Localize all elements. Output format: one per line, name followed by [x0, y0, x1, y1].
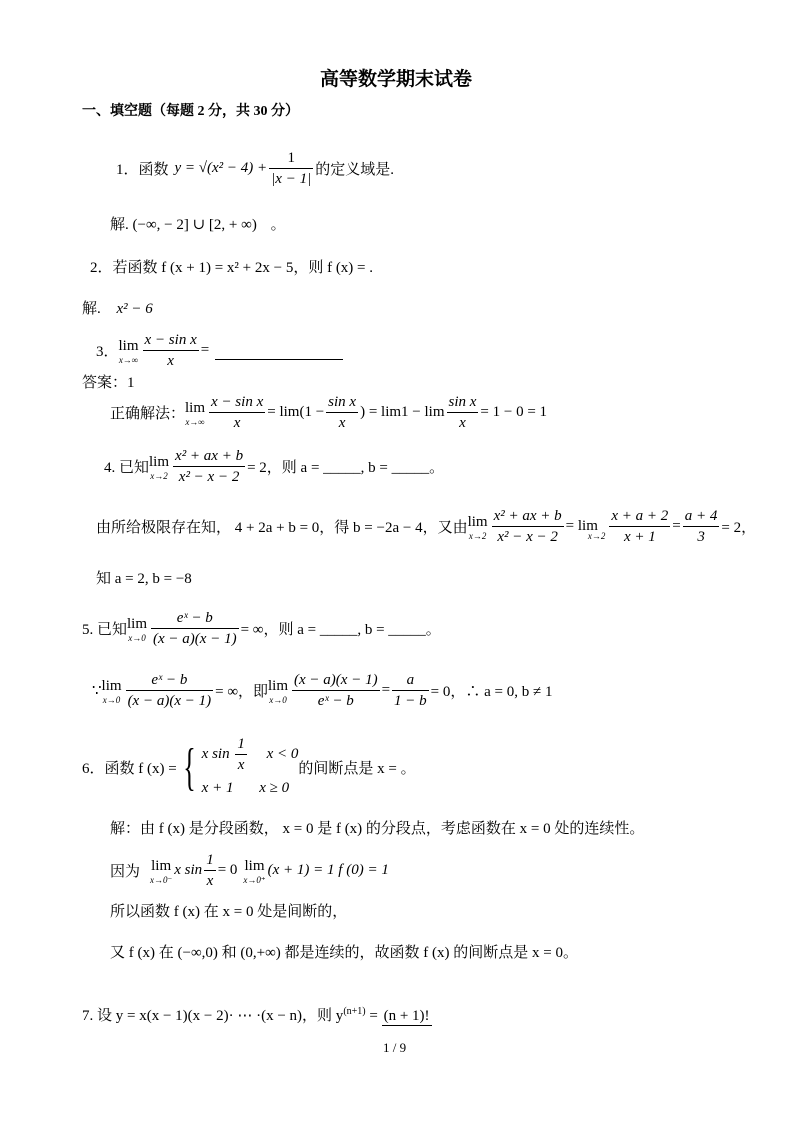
- solution-6b: [110, 850, 389, 891]
- q5-lim-sub: x→0: [128, 632, 146, 643]
- q6-brace: {: [182, 738, 196, 796]
- solution-6a: 解：由 f (x) 是分段函数， x = 0 是 f (x) 的分段点，考虑函数在 x = 0 处的连续性。: [110, 821, 645, 837]
- s4a-frac2-den: x + 1: [623, 529, 656, 545]
- a1-text: (−∞, − 2] ∪ [2, + ∞): [132, 217, 257, 233]
- s3-lim-sub: x→∞: [185, 416, 205, 427]
- section-heading: 一、填空题（每题 2 分，共 30 分）: [82, 104, 299, 119]
- q6-case1-frac-num: 1: [235, 734, 247, 755]
- q5-lead: 5. 已知: [82, 622, 128, 638]
- s5-frac3-den: 1 − b: [394, 693, 427, 709]
- q4-lead: 4. 已知: [104, 460, 150, 476]
- s4a-lim-sub: x→2: [468, 530, 487, 541]
- solution-6d: 又 f (x) 在 (−∞,0) 和 (0,+∞) 都是连续的，故函数 f (x) 的间断点是 x = 0。: [110, 945, 578, 961]
- s5-lim2-sub: x→0: [269, 694, 287, 705]
- q3-fraction: [143, 330, 199, 371]
- q3-frac-den: x: [167, 353, 174, 369]
- q4-fraction: [173, 446, 245, 487]
- q6-case1-fraction: [235, 734, 247, 775]
- a2-label: 解.: [82, 301, 101, 317]
- s6b-expr-3: (x + 1) = 1 f (0) = 1: [267, 862, 389, 878]
- s5-frac1-num: eˣ − b: [126, 670, 214, 691]
- s4a-frac3-num: a + 4: [683, 506, 720, 527]
- q3-lim-text: lim: [118, 337, 139, 354]
- answer-1: [110, 213, 286, 234]
- s5-frac2-den: eˣ − b: [317, 693, 354, 709]
- a1-end: 。: [270, 217, 286, 233]
- s5-limit-1: [102, 677, 122, 705]
- q6-case1-expr: x sin: [201, 745, 230, 762]
- q1-expression: y = √(x² − 4) +: [174, 160, 268, 176]
- s5-lim1-text: lim: [101, 677, 122, 694]
- s5-fraction-1: [126, 670, 214, 711]
- question-3: [96, 330, 343, 371]
- solution-3: [110, 392, 547, 433]
- s3-frac3-num: sin x: [447, 392, 479, 413]
- q7-answer: (n + 1)!: [383, 1008, 430, 1024]
- s3-frac1-den: x: [233, 415, 241, 431]
- q5-lim-text: lim: [127, 615, 148, 632]
- q7-superscript: (n+1): [343, 1006, 366, 1017]
- question-5: [82, 608, 441, 649]
- s4a-frac1-den: x² − x − 2: [497, 529, 558, 545]
- q4-limit: [149, 453, 169, 481]
- s6b-lim1-sub: x→0⁻: [150, 874, 173, 885]
- q6-case-2: [202, 775, 299, 801]
- s6b-expr-1: x sin: [174, 862, 203, 878]
- page-title: 高等数学期末试卷: [320, 68, 473, 90]
- s4a-frac3-den: 3: [697, 529, 705, 545]
- s4a-frac1-num: x² + ax + b: [492, 506, 564, 527]
- q6-case2-cond: x ≥ 0: [259, 780, 290, 796]
- s3-fraction-3: [447, 392, 479, 433]
- q3-frac-num: x − sin x: [143, 330, 199, 351]
- q3-number: 3．: [96, 344, 119, 360]
- q5-tail: = ∞，则 a = _____, b = _____。: [240, 622, 441, 638]
- s4a-fraction-3: [683, 506, 720, 547]
- q3-answer-blank: [215, 341, 343, 360]
- s6b-limit-2: lim x→0⁺: [243, 857, 266, 885]
- q1-number: 1．函数: [116, 162, 169, 178]
- s5-frac3-num: a: [392, 670, 429, 691]
- s3-part-4: = 1 − 0 = 1: [480, 404, 548, 420]
- q1-frac-num: 1: [269, 148, 313, 169]
- s3-frac3-den: x: [459, 415, 466, 431]
- s6b-frac-den: x: [206, 873, 214, 889]
- s3-frac1-num: x − sin x: [209, 392, 265, 413]
- s5-lead: ∵: [92, 683, 102, 699]
- s6b-lead: 因为: [110, 864, 141, 880]
- s4a-fraction-2: [609, 506, 670, 547]
- s5-limit-2: [268, 677, 288, 705]
- answer-2: [82, 297, 153, 318]
- solution-4b: 知 a = 2, b = −8: [96, 571, 192, 587]
- s4a-fraction-1: [492, 506, 564, 547]
- q6-tail: 的间断点是 x = 。: [298, 761, 416, 777]
- a1-label: 解.: [110, 217, 129, 233]
- s6b-frac-num: 1: [204, 850, 216, 871]
- q4-lim-text: lim: [149, 453, 170, 470]
- s4a-frac2-num: x + a + 2: [609, 506, 670, 527]
- s3-part-3: ) = lim1 − lim: [360, 404, 445, 420]
- answer-3: 答案：1: [82, 375, 135, 391]
- s4a-lim-text: lim: [467, 513, 488, 530]
- question-7: [82, 1004, 432, 1026]
- s5-lim1-sub: x→0: [102, 694, 121, 705]
- q6-cases: [202, 734, 299, 801]
- q4-frac-den: x² − x − 2: [178, 469, 240, 485]
- s3-label: 正确解法：: [110, 406, 186, 422]
- q4-lim-sub: x→2: [150, 470, 168, 481]
- s4a-lim2-sub: x→2: [587, 530, 606, 541]
- s3-limit: [185, 399, 205, 427]
- s3-frac2-num: sin x: [326, 392, 358, 413]
- q4-tail: = 2，则 a = _____, b = _____。: [247, 460, 445, 476]
- q5-fraction: [151, 608, 239, 649]
- s3-fraction-1: [209, 392, 265, 433]
- q6-case1-cond: x < 0: [266, 745, 299, 762]
- s5-tail: = 0，∴ a = 0, b ≠ 1: [430, 684, 553, 700]
- q1-fraction: [269, 148, 313, 189]
- question-1: [116, 148, 394, 189]
- s3-frac2-den: x: [338, 415, 346, 431]
- s3-fraction-2: [326, 392, 358, 433]
- q3-limit: [119, 337, 139, 365]
- s5-mid: = ∞，即: [215, 684, 269, 700]
- q4-frac-num: x² + ax + b: [173, 446, 245, 467]
- q1-tail: 的定义域是.: [315, 162, 394, 178]
- s5-fraction-3: [392, 670, 429, 711]
- q6-case1-frac-den: x: [237, 757, 245, 773]
- s3-part-2: = lim(1 −: [267, 404, 325, 420]
- q6-lead: 6．函数 f (x) =: [82, 761, 177, 777]
- s4a-tail: = 2，: [721, 520, 757, 536]
- s4a-limit-2: [588, 513, 606, 541]
- q6-case-1: [202, 734, 299, 775]
- s6b-limit-1: lim x→0⁻: [150, 857, 173, 885]
- q6-case2-expr: x + 1: [201, 780, 234, 796]
- s5-frac2-num: (x − a)(x − 1): [292, 670, 380, 691]
- a2-text: x² − 6: [116, 301, 153, 317]
- s5-fraction-2: [292, 670, 380, 711]
- q7-equals: =: [369, 1008, 378, 1024]
- s6b-lim2-sub: x→0⁺: [243, 874, 266, 885]
- s6b-expr-2: = 0: [217, 862, 238, 878]
- s4a-eq2: =: [672, 518, 681, 534]
- q1-frac-den: |x − 1|: [271, 171, 312, 187]
- s4a-lead: 由所给极限存在知， 4 + 2a + b = 0，得 b = −2a − 4，又由: [96, 520, 468, 536]
- s4a-limit-1: [468, 513, 488, 541]
- page-number: 1 / 9: [383, 1040, 407, 1055]
- q7-text: 7. 设 y = x(x − 1)(x − 2)· ⋯ ·(x − n)，则 y: [82, 1008, 344, 1024]
- question-6: [82, 734, 416, 801]
- question-2: 2．若函数 f (x + 1) = x² + 2x − 5，则 f (x) = .: [90, 260, 374, 276]
- solution-4a: [96, 506, 756, 547]
- q3-equals: =: [200, 342, 210, 358]
- s4a-eq1: = lim: [565, 518, 598, 534]
- q5-frac-den: (x − a)(x − 1): [153, 631, 237, 647]
- question-4: [104, 446, 444, 487]
- q5-limit: [127, 615, 147, 643]
- s5-frac1-den: (x − a)(x − 1): [127, 693, 212, 709]
- s5-lim2-text: lim: [268, 677, 289, 694]
- q3-lim-sub: x→∞: [118, 354, 139, 365]
- s3-lim-text: lim: [185, 399, 206, 416]
- s5-eq: =: [381, 682, 391, 698]
- q5-frac-num: eˣ − b: [151, 608, 239, 629]
- solution-6c: 所以函数 f (x) 在 x = 0 处是间断的，: [110, 904, 348, 920]
- solution-5: [92, 670, 552, 711]
- s6b-fraction: [204, 850, 216, 891]
